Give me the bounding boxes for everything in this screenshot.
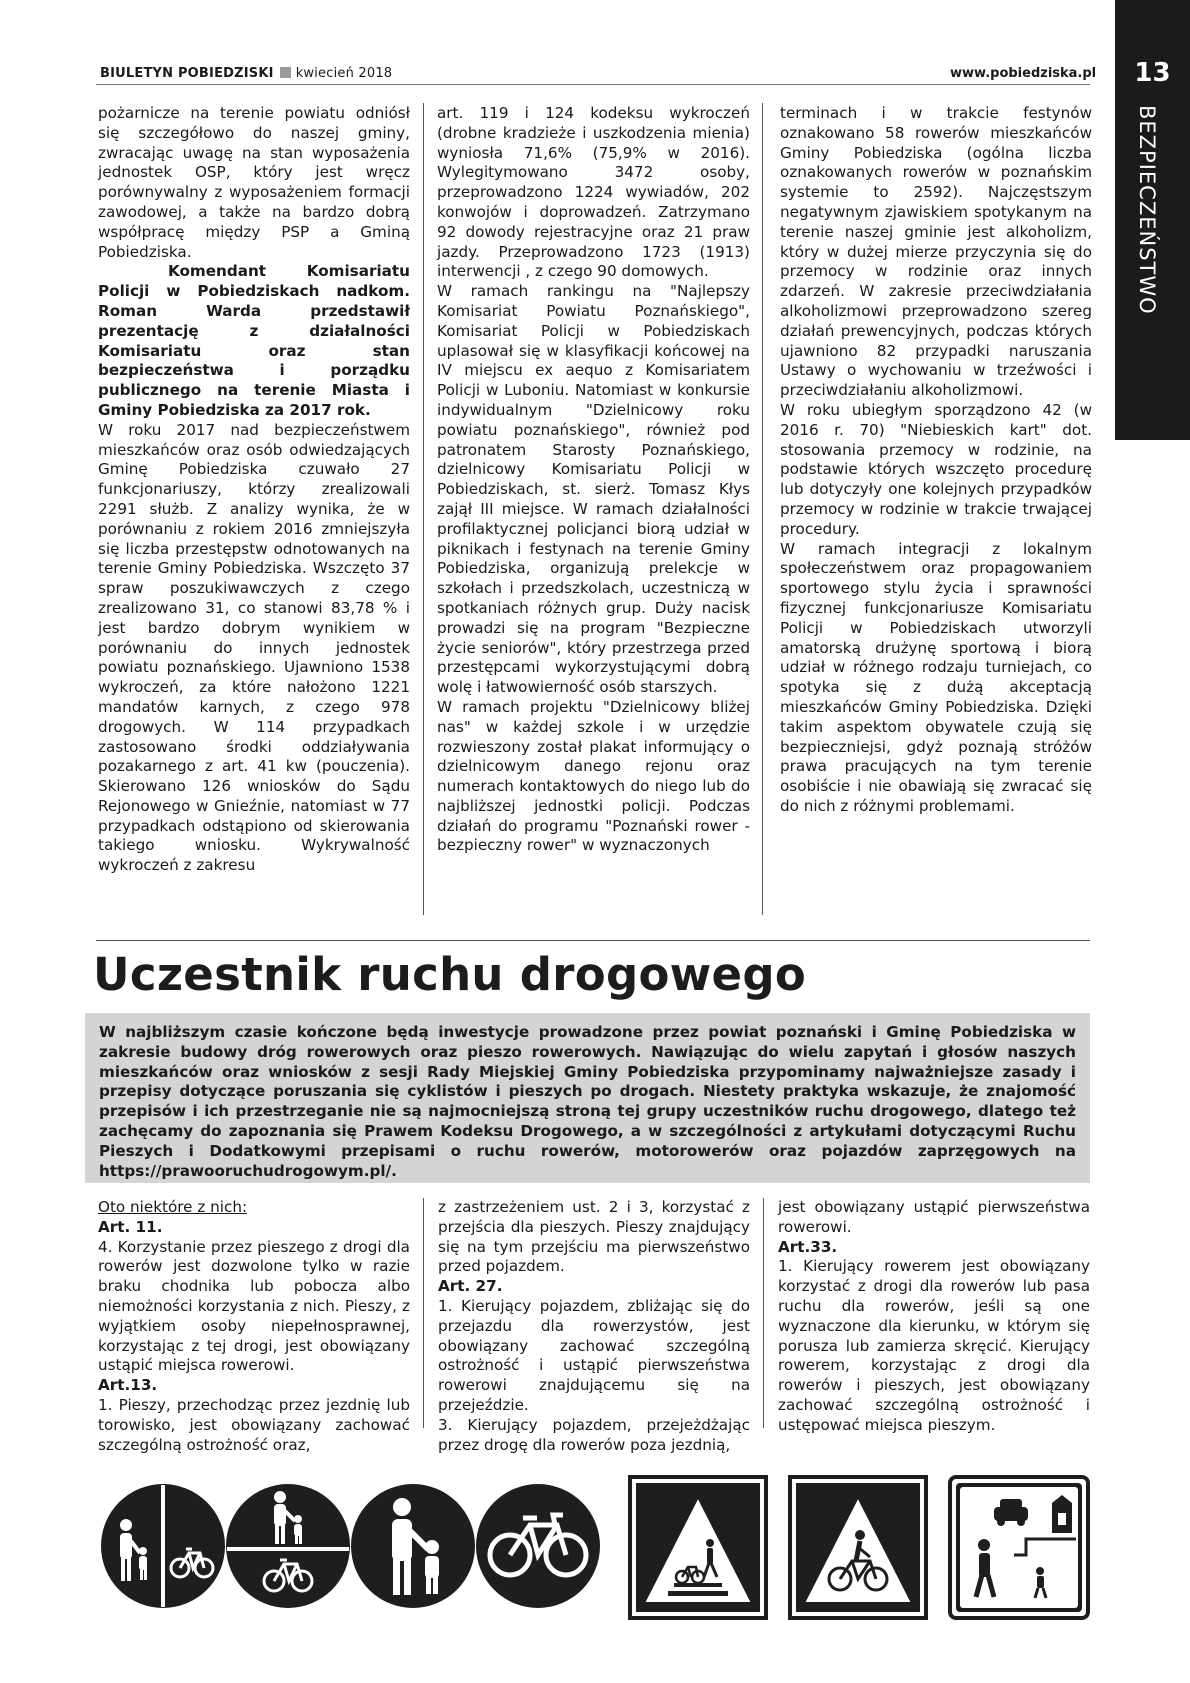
header-rule xyxy=(96,84,1090,85)
residential-zone-icon xyxy=(948,1475,1090,1620)
paragraph: 1. Kierujący rowerem jest obowiązany korzystać z drogi dla rowerów lub pasa ruchu dla rowerów, jeśli są one wyznaczone dla kierunku, w którym się porusza lub zamierza skręcić. Kierujący rowerem, korzystając z drogi dla rowerów i pieszych, jest obowiązany zachować szczególną ostrożność i ustępować miejsca pieszym. xyxy=(778,1257,1090,1434)
section-rule xyxy=(96,940,1090,941)
paragraph: W ramach projektu "Dzielnicowy bliżej nas" w każdej szkole i w urzędzie rozwieszony został plakat informujący o dzielnicowym danego rejonu oraz numerach kontaktowych do niego lub do najbliższej jednostki policji. Podczas działań do programu "Poznański rower - bezpieczny rower" w wyznaczonych xyxy=(437,697,750,855)
article-column-2 xyxy=(437,104,750,856)
bicycle-crossing-icon xyxy=(788,1475,928,1620)
section-tab xyxy=(1115,0,1190,440)
paragraph: pożarnicze na terenie powiatu odniósł się szczegółowo do naszej gminy, zwracając uwagę na stan wyposażenia jednostek OSP, który jest wręcz porównywalny z wyposażeniem formacji zawodowej, a także na bardzo dobrą współpracę między PSP a Gminą Pobiedziska. xyxy=(98,104,410,261)
article-column-3 xyxy=(780,104,1092,817)
page-number: 13 xyxy=(1134,58,1171,88)
column-divider xyxy=(423,103,424,915)
issue-date: kwiecień 2018 xyxy=(295,66,393,81)
publication-header xyxy=(100,66,392,81)
road-signs-row xyxy=(100,1475,1090,1620)
law-column-1 xyxy=(98,1198,410,1455)
split-pedestrian-bicycle-icon xyxy=(100,1483,226,1609)
column-divider xyxy=(762,103,763,915)
law-column-2 xyxy=(438,1198,750,1455)
paragraph: W ramach integracji z lokalnym społeczeństwem oraz propagowaniem sportowego stylu życia i sprawności fizycznej funkcjonariusze Komisariatu Policji w Pobiedziskach utworzyli amatorską drużynę sportową i biorą udział w różnego rodzaju turniejach, co spotyka się z dużą akceptacją mieszkańców Gminy Pobiedziska. Dzięki takim aspektom obywatele czują się bezpieczniejsi, gdyż poznają stróżów prawa pracujących na tym terenie osobiście i nie obawiają się zwracać się do nich z różnymi problemami. xyxy=(780,539,1092,815)
shared-path-icon xyxy=(225,1483,351,1609)
bicycle-path-icon xyxy=(475,1483,601,1609)
article-number: Art.13. xyxy=(98,1376,158,1395)
intro-box xyxy=(85,1013,1090,1183)
article-column-1 xyxy=(98,104,410,876)
paragraph: jest obowiązany ustąpić pierwszeństwa rowerowi. xyxy=(778,1198,1090,1236)
paragraph: art. 119 i 124 kodeksu wykroczeń (drobne kradzieże i uszkodzenia mienia) wyniosła 71,6% (75,9% w 2016). Wylegitymowano 3472 osoby, przeprowadzono 1224 wywiadów, 202 konwojów i doprowadzeń. Zatrzymano 92 dowody rejestracyjne oraz 21 praw jazdy. Przeprowadzono 1723 (1913) interwencji , z czego 90 domowych. xyxy=(437,104,750,281)
paragraph: 1. Pieszy, przechodząc przez jezdnię lub torowisko, jest obowiązany zachować szczególną ostrożność oraz, xyxy=(98,1395,410,1454)
paragraph: 3. Kierujący pojazdem, przejeżdżając przez drogę dla rowerów poza jezdnią, xyxy=(438,1415,750,1454)
paragraph: W ramach rankingu na "Najlepszy Komisariat Powiatu Poznańskiego", Komisariat Policji w Pobiedziskach uplasował się w klasyfikacji końcowej na IV miejscu ex aequo z Komisariatem Policji w Luboniu. Natomiast w konkursie indywidualnym "Dzielnicowy roku powiatu poznańskiego", również pod patronatem Starosty Poznańskiego, dzielnicowy Komisariatu Policji w Pobiedziskach, st. sierż. Tomasz Kłys zajął III miejsce. W ramach działalności profilaktycznej policjanci biorą udział w piknikach i festynach na terenie Gminy Pobiedziska, organizują prelekcje w szkołach i przedszkolach, uczestniczą w spotkaniach różnych grup. Duży nacisk prowadzi się na program "Bezpieczne życie seniorów", który przestrzega przed przestępcami wykorzystującymi dobrą wolę i łatwowierność osób starszych. xyxy=(437,282,750,697)
paragraph-bold: Komendant Komisariatu Policji w Pobiedziskach nadkom. Roman Warda przedstawił prezentację z działalności Komisariatu oraz stan bezpieczeństwa i porządku publicznego na terenie Miasta i Gminy Pobiedziska za 2017 rok. xyxy=(98,262,410,419)
pedestrian-bicycle-crossing-icon xyxy=(628,1475,768,1620)
publication-name: BIULETYN POBIEDZISKI xyxy=(100,66,274,81)
article-title: Uczestnik ruchu drogowego xyxy=(93,948,807,1001)
paragraph: 4. Korzystanie przez pieszego z drogi dla rowerów jest dozwolone tylko w razie braku chodnika lub pobocza albo niemożności korzystania z nich. Pieszy, z wyjątkiem osoby niepełnosprawnej, korzystając z tej drogi, jest obowiązany ustąpić miejsca rowerowi. xyxy=(98,1237,410,1375)
law-column-3 xyxy=(778,1198,1090,1436)
article-number: Art.33. xyxy=(778,1237,838,1256)
paragraph: W roku ubiegłym sporządzono 42 (w 2016 r. 70) "Niebieskich kart" dot. stosowania przemocy w rodzinie, na podstawie których wszczęto procedurę lub dotyczyły one kolejnych przypadków przemocy w rodzinie w trakcie trwającej procedury. xyxy=(780,400,1092,538)
pedestrian-path-icon xyxy=(350,1483,476,1609)
paragraph: 1. Kierujący pojazdem, zbliżając się do przejazdu dla rowerzystów, jest obowiązany zachować szczególną ostrożność i ustąpić pierwszeństwa rowerowi znajdującemu się na przejeździe. xyxy=(438,1296,750,1414)
paragraph: z zastrzeżeniem ust. 2 i 3, korzystać z przejścia dla pieszych. Pieszy znajdujący się na tym przejściu ma pierwszeństwo przed pojazdem. xyxy=(438,1198,750,1276)
paragraph: W roku 2017 nad bezpieczeństwem mieszkańców oraz osób odwiedzających Gminę Pobiedziska czuwało 27 funkcjonariuszy, którzy zrealizowali 2291 służb. Z analizy wynika, że w porównaniu z rokiem 2016 zmniejszyła się liczba przestępstw odnotowanych na terenie Gminy Pobiedziska. Wszczęto 37 spraw poszukiwawczych z czego zrealizowano 31, co stanowi 83,78 % i jest bardzo dobrym wynikiem w porównaniu do innych jednostek powiatu poznańskiego. Ujawniono 1538 wykroczeń, za które nałożono 1221 mandatów karnych, z czego 978 drogowych. W 114 przypadkach zastosowano środki oddziaływania pozakarnego z art. 41 kw (pouczenia). Skierowano 126 wniosków do Sądu Rejonowego w Gnieźnie, natomiast w 77 przypadkach odstąpiono od skierowania takiego wniosku. Wykrywalność wykroczeń z zakresu xyxy=(98,420,410,875)
website-link[interactable]: www.pobiedziska.pl xyxy=(950,66,1097,81)
column-divider xyxy=(763,1198,764,1428)
article-number: Art. 11. xyxy=(98,1217,163,1236)
section-name: BEZPIECZEŃSTWO xyxy=(1135,105,1159,315)
separator-square-icon xyxy=(280,67,291,78)
paragraph: terminach i w trakcie festynów oznakowano 58 rowerów mieszkańców Gminy Pobiedziska (ogólna liczba oznakowanych rowerów w poznańskim systemie to 2592). Najczęstszym negatywnym zjawiskiem spotykanym na terenie naszej gminie jest alkoholizm, który w dużej mierze przyczynia się do przemocy w rodzinie oraz innych zdarzeń. W zakresie przeciwdziałania alkoholizmowi przeprowadzono szereg działań prewencyjnych, podczas których ujawniono 82 przypadki naruszania Ustawy o wychowaniu w trzeźwości i przeciwdziałaniu alkoholizmowi. xyxy=(780,104,1092,400)
list-heading: Oto niektóre z nich: xyxy=(98,1198,248,1216)
column-divider xyxy=(423,1198,424,1428)
article-number: Art. 27. xyxy=(438,1277,503,1296)
intro-text: W najbliższym czasie kończone będą inwestycje prowadzone przez powiat poznański i Gminę Pobiedziska w zakresie budowy dróg rowerowych oraz pieszo rowerowych. Nawiązując do wielu zapytań i głosów naszych mieszkańców oraz wniosków z sesji Rady Miejskiej Gminy Pobiedziska przypominamy najważniejsze zasady i przepisy dotyczące poruszania się cyklistów i pieszych po drogach. Niestety praktyka wskazuje, że znajomość przepisów i ich przestrzeganie nie są najmocniejszą stroną tej grupy uczestników ruchu drogowego, dlatego też zachęcamy do zapoznania się Prawem Kodeksu Drogowego, a w szczególności z artykułami dotyczącymi Ruchu Pieszych i Dodatkowymi przepisami o ruchu rowerów, motorowerów oraz pojazdów zaprzęgowych na https://prawooruchudrogowym.pl/. xyxy=(99,1023,1076,1180)
